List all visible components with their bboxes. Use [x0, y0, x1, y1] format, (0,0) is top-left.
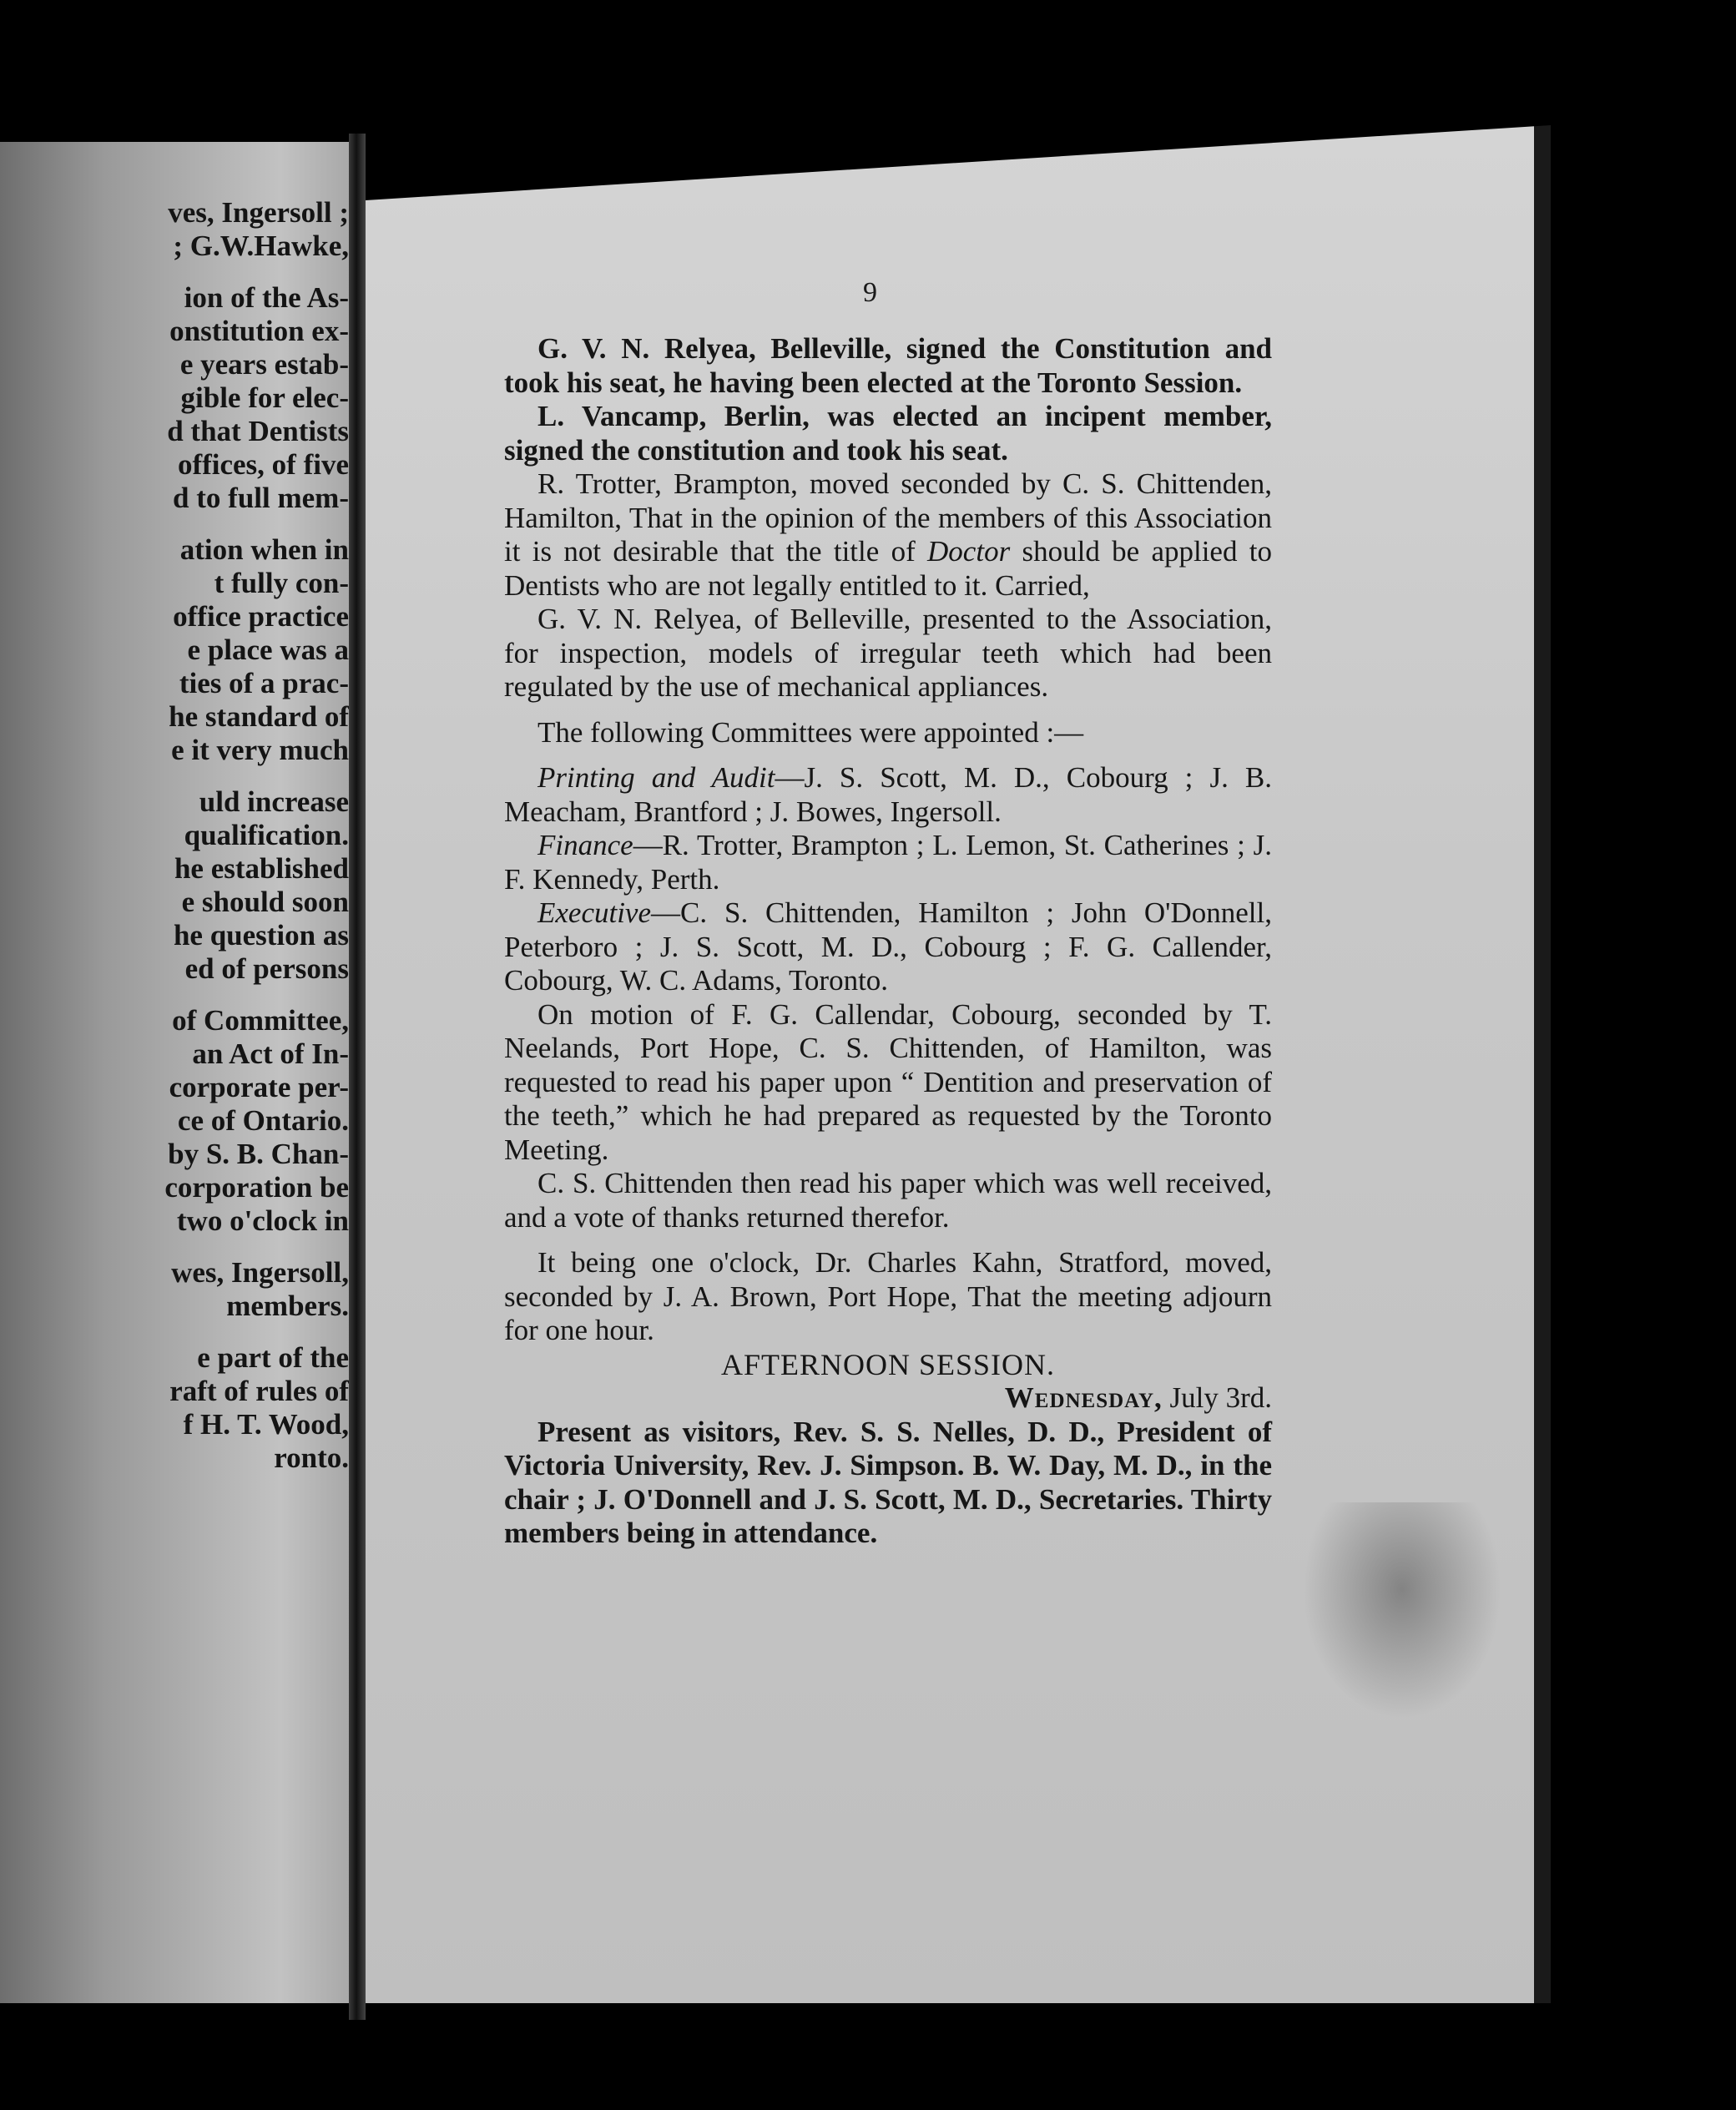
left-line: d to full mem-: [173, 482, 349, 514]
left-line: ronto.: [274, 1441, 349, 1474]
paragraph-relyea-models: G. V. N. Relyea, of Belleville, presented to the Association, for inspection, models of irregular teeth which had been regulated by the use of mechanical appliances.: [504, 603, 1272, 703]
paragraph-paper: C. S. Chittenden then read his paper which was well received, and a vote of thanks returned therefor.: [504, 1167, 1272, 1234]
left-line: e part of the: [197, 1341, 349, 1374]
left-line: ce of Ontario.: [177, 1104, 349, 1137]
dateline-day: Wednesday,: [1004, 1381, 1163, 1414]
left-line: ion of the As-: [184, 281, 349, 314]
left-line: an Act of In-: [192, 1037, 349, 1070]
left-line: offices, of five: [177, 448, 349, 481]
left-line: t fully con-: [214, 567, 349, 599]
left-line-gap: [0, 1238, 349, 1256]
left-line: he established: [174, 852, 349, 885]
left-line: corporation be: [164, 1171, 349, 1204]
left-line: ties of a prac-: [179, 667, 349, 699]
paragraph-adjourn: It being one o'clock, Dr. Charles Kahn, Stratford, moved, seconded by J. A. Brown, Port Hope, That the meeting adjourn for one hour.: [504, 1246, 1272, 1346]
left-line-gap: [0, 986, 349, 1004]
dateline-date: July 3rd.: [1169, 1381, 1272, 1414]
left-line: he question as: [173, 919, 349, 952]
section-heading: AFTERNOON SESSION.: [720, 1347, 1056, 1381]
left-page-text: [0, 196, 349, 1475]
paragraph-motion: On motion of F. G. Callendar, Cobourg, seconded by T. Neelands, Port Hope, C. S. Chittenden, of Hamilton, was requested to read his paper upon “ Dentition and preservation of the teeth,” which he had prepared as requested by the Toronto Meeting.: [504, 997, 1272, 1166]
page-stain: [1302, 1502, 1502, 1719]
paragraph-session: Present as visitors, Rev. S. S. Nelles, D. D., President of Victoria University, Rev. J. Simpson. B. W. Day, M. D., in the chair ; J. O'Donnell and J. S. Scott, M. D., Secretaries. Thirty members being in attendance.: [504, 1415, 1272, 1549]
left-line: ves, Ingersoll ;: [168, 196, 349, 229]
left-line: uld increase: [199, 785, 349, 818]
left-line: onstitution ex-: [169, 315, 349, 347]
committee-printing-name: Printing and Audit: [537, 761, 775, 794]
committee-printing: [504, 761, 1272, 829]
committee-executive: [504, 896, 1272, 998]
left-line: ; G.W.Hawke,: [173, 230, 349, 262]
left-line: e should soon: [181, 886, 349, 918]
left-line: f H. T. Wood,: [183, 1408, 349, 1441]
committee-printing-members: —J. S. Scott, M. D., Cobourg ; J. B. Meacham, Brantford ; J. Bowes, Ingersoll.: [504, 761, 1272, 828]
left-line: e years estab-: [179, 348, 349, 381]
committee-finance-members: —R. Trotter, Brampton ; L. Lemon, St. Catherines ; J. F. Kennedy, Perth.: [504, 829, 1272, 896]
left-line: qualification.: [184, 819, 349, 851]
left-line: e it very much: [171, 734, 349, 766]
left-line: wes, Ingersoll,: [171, 1256, 349, 1289]
left-line: ation when in: [179, 533, 349, 566]
left-line: e place was a: [187, 634, 349, 666]
paragraph-relyea-seat: G. V. N. Relyea, Belleville, signed the Constitution and took his seat, he having been elected at the Toronto Session.: [504, 332, 1272, 399]
left-line: two o'clock in: [176, 1204, 349, 1237]
committee-finance-name: Finance: [537, 829, 633, 861]
doctor-word: Doctor: [927, 535, 1011, 568]
left-line: corporate per-: [169, 1071, 349, 1103]
dateline: [504, 1381, 1272, 1416]
committee-executive-members: —C. S. Chittenden, Hamilton ; John O'Donnell, Peterboro ; J. S. Scott, M. D., Cobourg ; F. G. Callender, Cobourg, W. C. Adams, Toronto.: [504, 896, 1272, 997]
left-line: d that Dentists: [167, 415, 349, 447]
paragraph-trotter-motion: [504, 467, 1272, 603]
left-line-gap: [0, 515, 349, 533]
paragraph-committees-intro: The following Committees were appointed :—: [537, 715, 1084, 749]
page-body: [504, 332, 1272, 1551]
left-line-gap: [0, 767, 349, 785]
left-line: members.: [226, 1290, 349, 1322]
left-line: by S. B. Chan-: [168, 1138, 349, 1170]
paragraph-vancamp: L. Vancamp, Berlin, was elected an incipent member, signed the constitution and took his seat.: [504, 400, 1272, 467]
book-spine: [349, 134, 366, 2020]
committee-executive-name: Executive: [537, 896, 652, 929]
left-line: office practice: [173, 600, 349, 633]
left-line: gible for elec-: [180, 381, 349, 414]
trotter-motion-end: should be applied to Dentists who are not legally entitled to it. Carried,: [504, 535, 1272, 602]
left-line: he standard of: [169, 700, 349, 733]
trotter-motion-start: R. Trotter, Brampton, moved seconded by C. S. Chittenden, Hamilton, That in the opinion of the members of this Association it is not desirable that the title of: [504, 467, 1272, 568]
left-line: raft of rules of: [169, 1375, 349, 1407]
committee-finance: [504, 829, 1272, 896]
left-line-gap: [0, 1323, 349, 1341]
left-line: of Committee,: [172, 1004, 349, 1037]
left-line: ed of persons: [184, 952, 349, 985]
left-line-gap: [0, 263, 349, 281]
page-number: 9: [863, 277, 877, 308]
